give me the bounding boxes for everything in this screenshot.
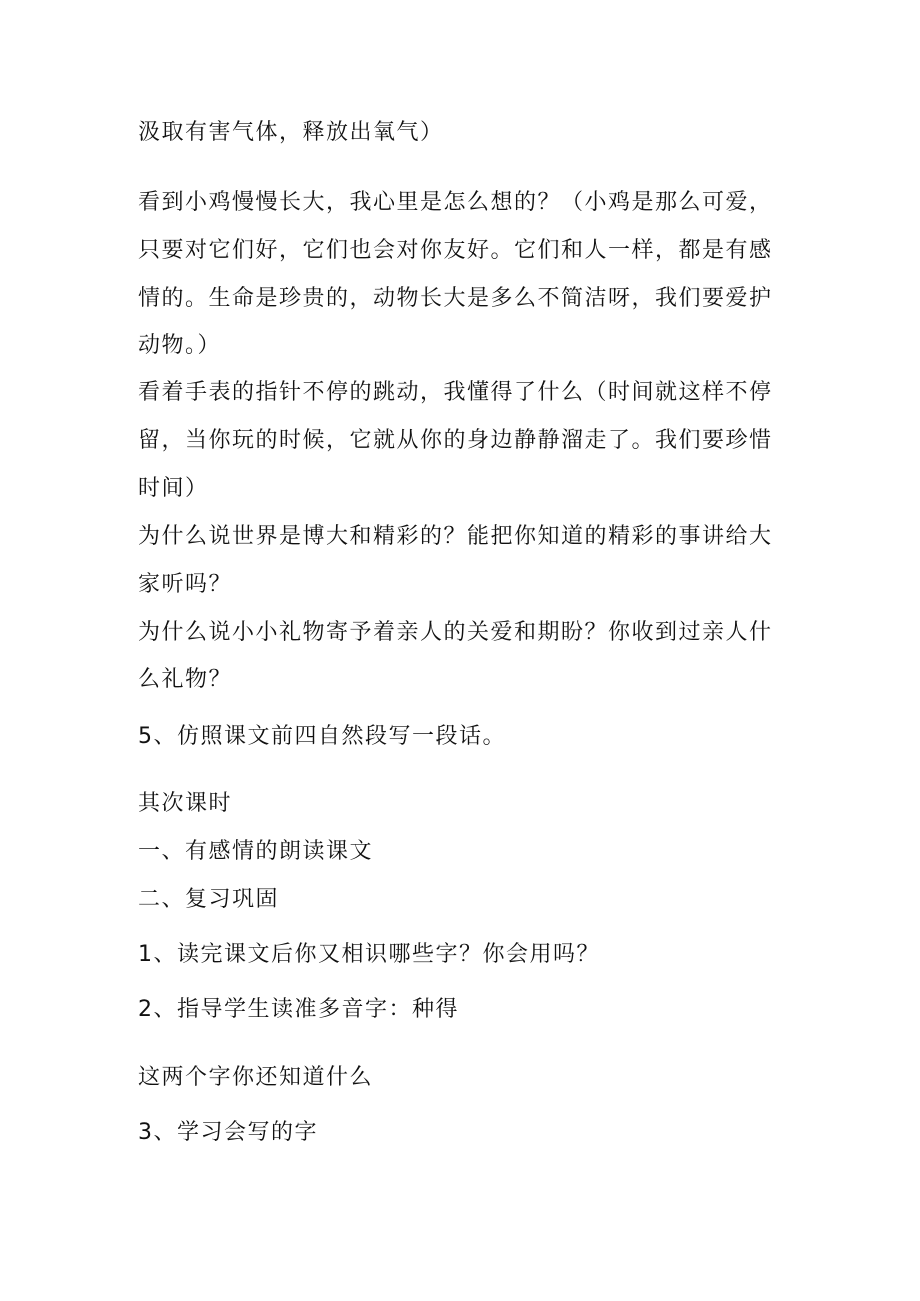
text-line: 1、读完课文后你又相识哪些字？你会用吗？ xyxy=(138,942,600,967)
text-line: 汲取有害气体，释放出氧气） xyxy=(138,120,444,145)
text-line: 一、有感情的朗读课文 xyxy=(138,839,374,864)
text-line: 为什么说小小礼物寄予着亲人的关爱和期盼？你收到过亲人什 xyxy=(138,620,773,645)
text-line: 动物。） xyxy=(138,333,222,358)
text-line: 留，当你玩的时候，它就从你的身边静静溜走了。我们要珍惜 xyxy=(138,428,773,453)
text-line: 么礼物？ xyxy=(138,667,233,692)
text-line: 二、复习巩固 xyxy=(138,887,280,912)
text-line: 为什么说世界是博大和精彩的？能把你知道的精彩的事讲给大 xyxy=(138,524,773,549)
text-line: 这两个字你还知道什么 xyxy=(138,1065,374,1090)
text-line: 只要对它们好，它们也会对你友好。它们和人一样，都是有感 xyxy=(138,238,773,263)
text-line: 3、学习会写的字 xyxy=(138,1120,318,1145)
section-heading: 其次课时 xyxy=(138,791,233,816)
text-line: 看到小鸡慢慢长大，我心里是怎么想的？（小鸡是那么可爱， xyxy=(138,190,773,215)
text-line: 看着手表的指针不停的跳动，我懂得了什么（时间就这样不停 xyxy=(138,380,773,405)
text-line: 时间） xyxy=(138,476,209,501)
text-line: 情的。生命是珍贵的，动物长大是多么不简洁呀，我们要爱护 xyxy=(138,286,773,311)
text-line: 家听吗？ xyxy=(138,572,233,597)
text-line: 2、指导学生读准多音字：种得 xyxy=(138,997,459,1022)
text-line: 5、仿照课文前四自然段写一段话。 xyxy=(138,724,506,749)
